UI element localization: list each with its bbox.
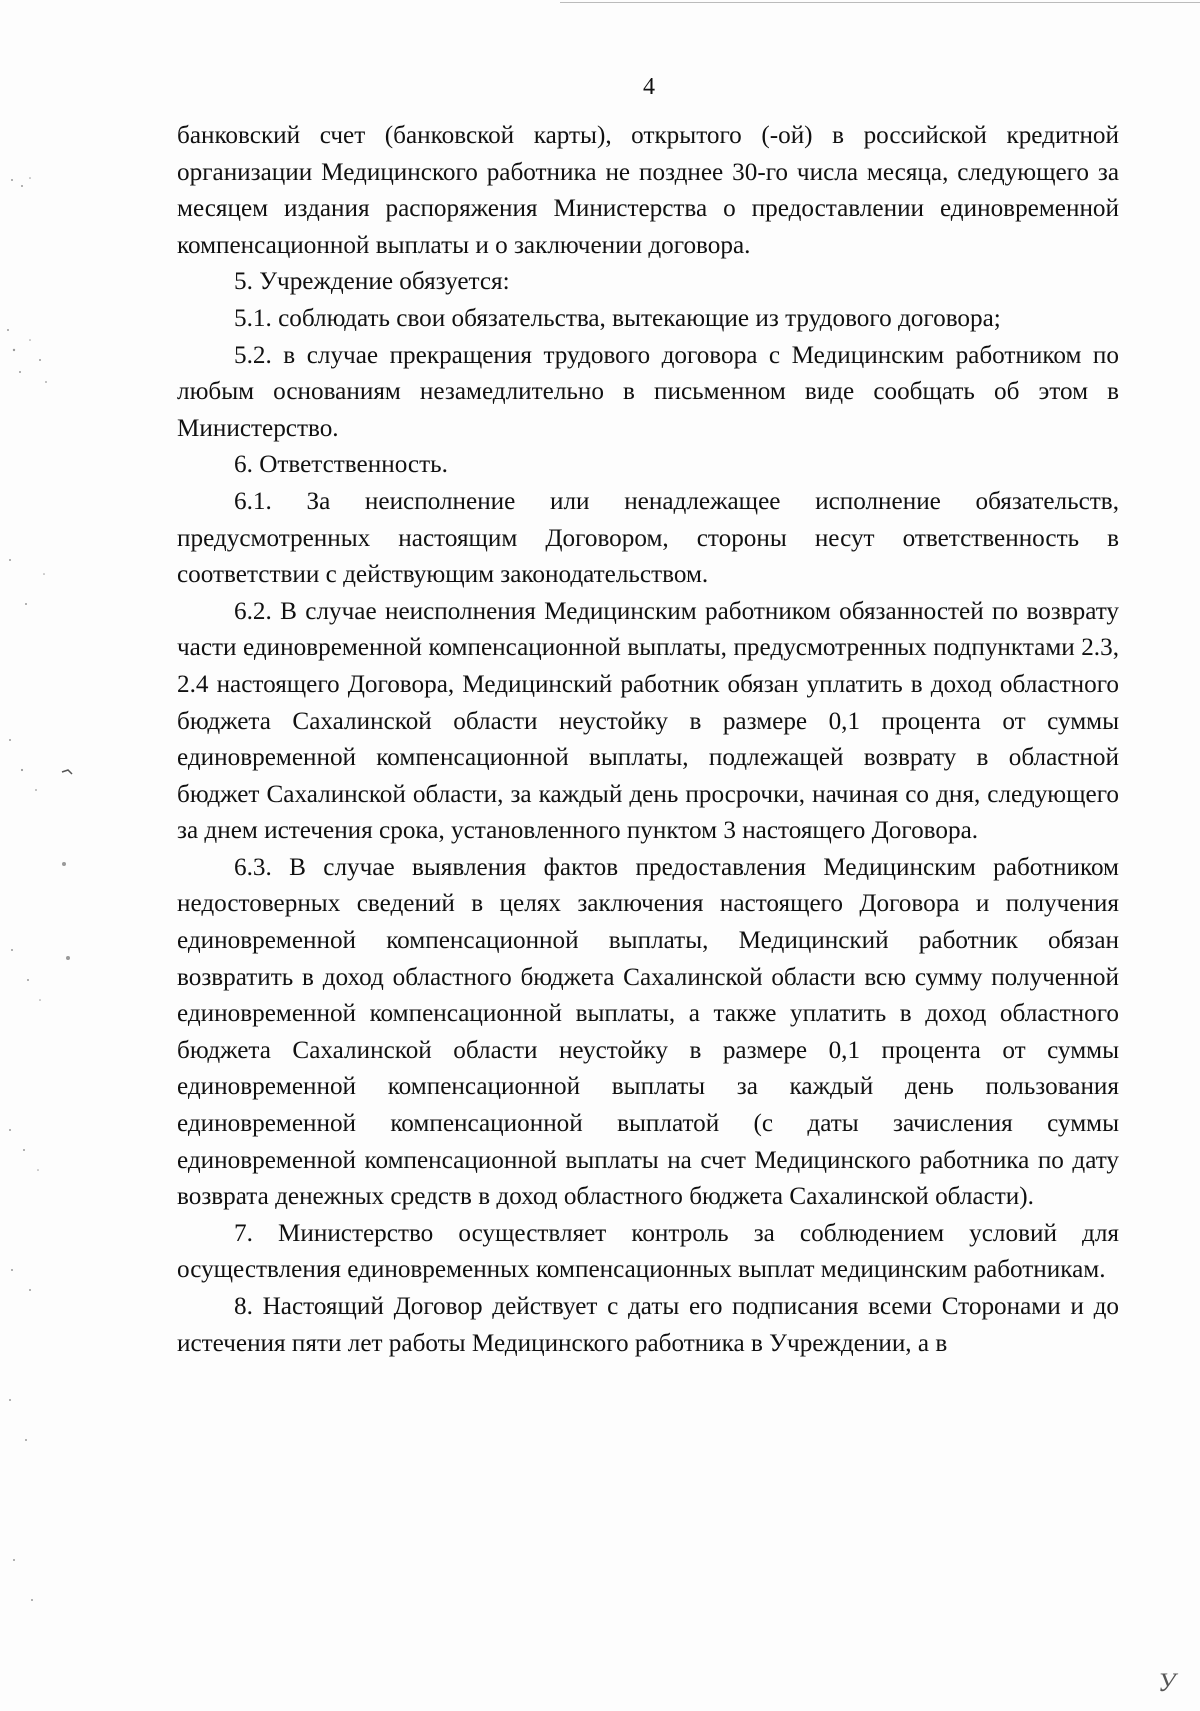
- page-number: 4: [643, 74, 655, 100]
- paragraph-8: 8. Настоящий Договор действует с даты его подписания всеми Сторонами и до истечения пяти лет работы Медицинского работника в Учреждении, а в: [177, 1293, 1119, 1357]
- paragraph-continuation: банковский счет (банковской карты), открытого (-ой) в российской кредитной организации Медицинского работника не позднее 30-го числа месяца, следующего за месяцем издания распоряжения Министерства о предоставлении единовременной компенсационной выплаты и о заключении договора.: [177, 122, 1119, 259]
- scan-margin-noise: [0, 0, 120, 1711]
- handwritten-initial: У: [1158, 1668, 1176, 1697]
- paragraph-6: 6. Ответственность.: [234, 451, 448, 479]
- scan-edge-line: [560, 2, 1200, 3]
- paragraph-6-3: 6.3. В случае выявления фактов предоставления Медицинским работником недостоверных сведений в целях заключения настоящего Договора и получения единовременной компенсационной выплаты, Медицинский работник обязан возвратить в доход областного бюджета Сахалинской области всю сумму полученной единовременной компенсационной выплаты, а также уплатить в доход областного бюджета Сахалинской области неустойку в размере 0,1 процента от суммы единовременной компенсационной выплаты за каждый день пользования единовременной компенсационной выплатой (с даты зачисления суммы единовременной компенсационной выплаты на счет Медицинского работника по дату возврата денежных средств в доход областного бюджета Сахалинской области).: [177, 853, 1119, 1211]
- document-body: [177, 118, 1119, 1362]
- paragraph-6-1: 6.1. За неисполнение или ненадлежащее исполнение обязательств, предусмотренных настоящим Договором, стороны несут ответственность в соответствии с действующим законодательством.: [177, 487, 1119, 589]
- paragraph-5: 5. Учреждение обязуется:: [234, 268, 510, 296]
- paragraph-6-2: 6.2. В случае неисполнения Медицинским работником обязанностей по возврату части единовременной компенсационной выплаты, предусмотренных подпунктами 2.3, 2.4 настоящего Договора, Медицинский работник обязан уплатить в доход областного бюджета Сахалинской области неустойку в размере 0,1 процента от суммы единовременной компенсационной выплаты, подлежащей возврату в областной бюджет Сахалинской области, за каждый день просрочки, начиная со дня, следующего за днем истечения срока, установленного пунктом 3 настоящего Договора.: [177, 597, 1119, 845]
- paragraph-5-1: 5.1. соблюдать свои обязательства, вытекающие из трудового договора;: [234, 304, 1001, 332]
- paragraph-5-2: 5.2. в случае прекращения трудового договора с Медицинским работником по любым основаниям незамедлительно в письменном виде сообщать об этом в Министерство.: [177, 341, 1119, 442]
- paragraph-7: 7. Министерство осуществляет контроль за соблюдением условий для осуществления единовременных компенсационных выплат медицинским работникам.: [177, 1219, 1119, 1284]
